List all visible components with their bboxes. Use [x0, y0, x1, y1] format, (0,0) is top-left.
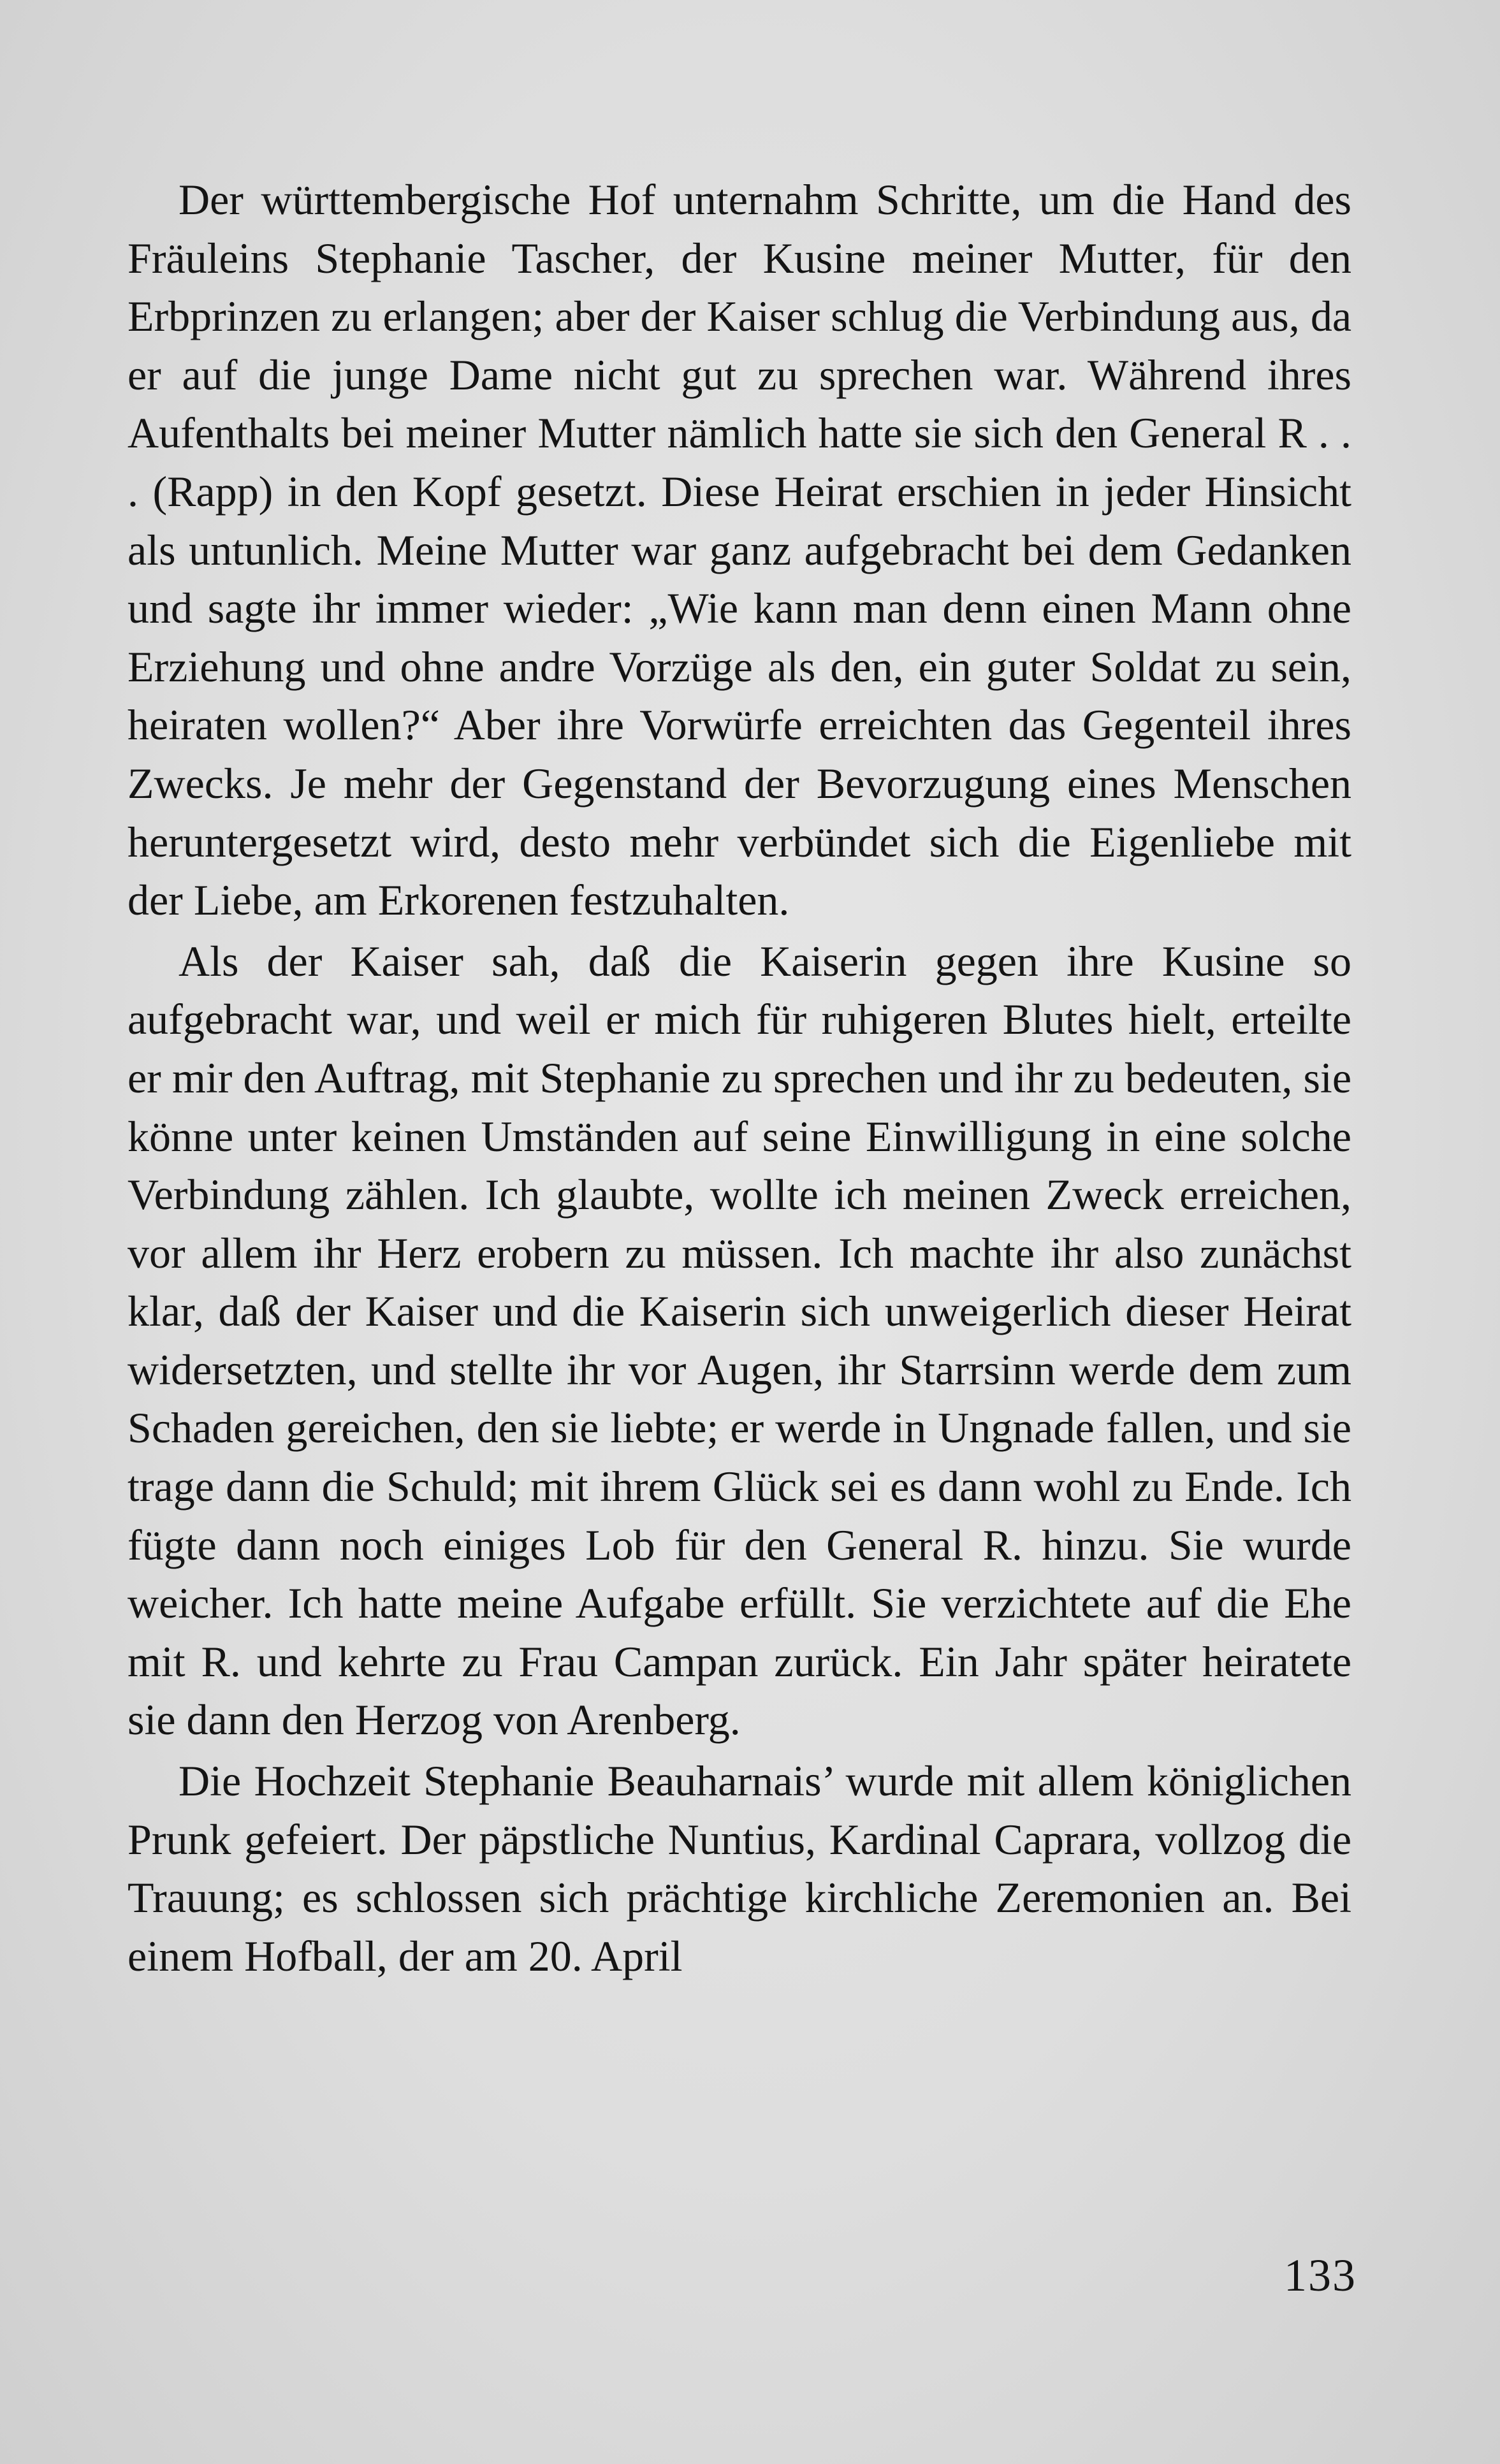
page-number: 133 — [1284, 2250, 1357, 2301]
body-text — [127, 171, 1351, 1985]
paragraph-2: Als der Kaiser sah, daß die Kaiserin gegen ihre Kusine so aufgebracht war, und weil er mich für ruhigeren Blutes hielt, erteilte er mir den Auftrag, mit Stephanie zu sprechen und ihr zu bedeuten, sie könne unter keinen Umständen auf seine Einwilligung in eine solche Verbindung zählen. Ich glaubte, wollte ich meinen Zweck erreichen, vor allem ihr Herz erobern zu müssen. Ich machte ihr also zunächst klar, daß der Kaiser und die Kaiserin sich unweigerlich dieser Heirat widersetzten, und stellte ihr vor Augen, ihr Starrsinn werde dem zum Schaden gereichen, den sie liebte; er werde in Ungnade fallen, und sie trage dann die Schuld; mit ihrem Glück sei es dann wohl zu Ende. Ich fügte dann noch einiges Lob für den General R. hinzu. Sie wurde weicher. Ich hatte meine Aufgabe erfüllt. Sie verzichtete auf die Ehe mit R. und kehrte zu Frau Campan zurück. Ein Jahr später heiratete sie dann den Herzog von Arenberg. — [127, 936, 1351, 1744]
paragraph-3: Die Hochzeit Stephanie Beauharnais’ wurde mit allem königlichen Prunk gefeiert. Der päpstliche Nuntius, Kardinal Caprara, vollzog die Trauung; es schlossen sich prächtige kirchliche Zeremonien an. Bei einem Hofball, der am 20. April — [127, 1757, 1351, 1980]
paragraph-1: Der württembergische Hof unternahm Schritte, um die Hand des Fräuleins Stephanie Tascher, der Kusine meiner Mutter, für den Erbprinzen zu erlangen; aber der Kaiser schlug die Verbindung aus, da er auf die junge Dame nicht gut zu sprechen war. Während ihres Aufenthalts bei meiner Mutter nämlich hatte sie sich den General R . . . (Rapp) in den Kopf gesetzt. Diese Heirat erschien in jeder Hinsicht als untunlich. Meine Mutter war ganz aufgebracht bei dem Gedanken und sagte ihr immer wieder: „Wie kann man denn einen Mann ohne Erziehung und ohne andre Vorzüge als den, ein guter Soldat zu sein, heiraten wollen?“ Aber ihre Vorwürfe erreichten das Gegenteil ihres Zwecks. Je mehr der Gegenstand der Bevorzugung eines Menschen heruntergesetzt wird, desto mehr verbündet sich die Eigenliebe mit der Liebe, am Erkorenen festzuhalten. — [127, 175, 1351, 925]
